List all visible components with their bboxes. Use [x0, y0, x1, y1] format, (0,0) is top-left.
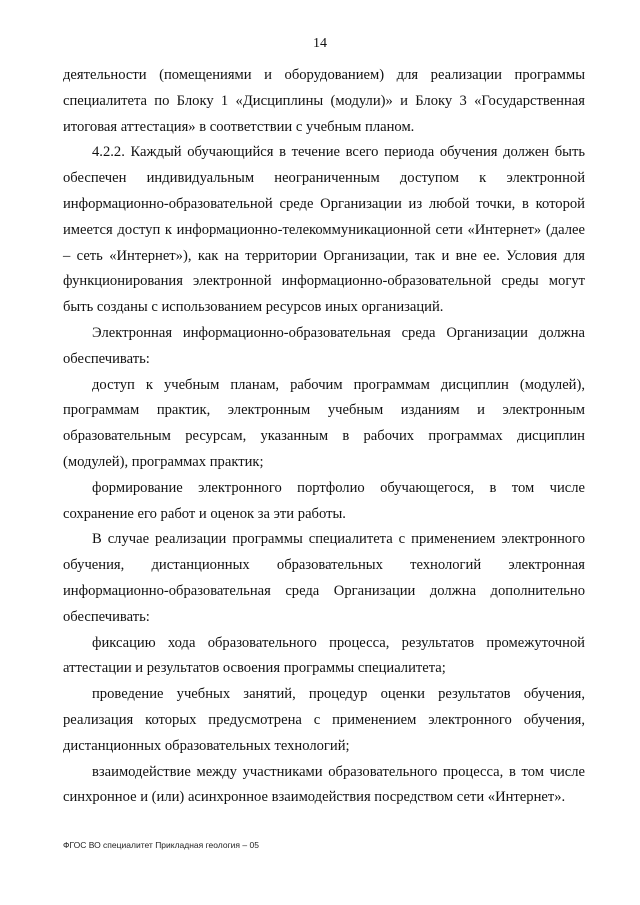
document-body [63, 63, 585, 811]
paragraph-4-2-2: 4.2.2. Каждый обучающийся в течение всего периода обучения должен быть обеспечен индивидуальным неограниченным доступом к электронной информационно-образовательной среде Организации из любой точки, в которой имеется доступ к информационно-телекоммуникационной сети «Интернет» (далее – сеть «Интернет»), как на территории Организации, так и вне ее. Условия для функционирования электронной информационно-образовательной среды могут быть созданы с использованием ресурсов иных организаций. [63, 144, 585, 316]
paragraph-continuation: деятельности (помещениями и оборудованием) для реализации программы специалитета по Блоку 1 «Дисциплины (модули)» и Блоку 3 «Государственная итоговая аттестация» в соответствии с учебным планом. [63, 67, 585, 135]
paragraph-e-learning-case: В случае реализации программы специалитета с применением электронного обучения, дистанционных образовательных технологий электронная информационно-образовательная среда Организации должна дополнительно обеспечивать: [63, 531, 585, 625]
page-footer: ФГОС ВО специалитет Прикладная геология – 05 [63, 840, 259, 850]
paragraph-access-item: доступ к учебным планам, рабочим программам дисциплин (модулей), программам практик, электронным учебным изданиям и электронным образовательным ресурсам, указанным в рабочих программах дисциплин (модулей), программах практик; [63, 376, 585, 470]
paragraph-environment-requirements: Электронная информационно-образовательная среда Организации должна обеспечивать: [63, 324, 585, 367]
paragraph-classes-item: проведение учебных занятий, процедур оценки результатов обучения, реализация которых предусмотрена с применением электронного обучения, дистанционных образовательных технологий; [63, 686, 585, 754]
page-number: 14 [313, 36, 327, 51]
paragraph-fixation-item: фиксацию хода образовательного процесса, результатов промежуточной аттестации и результатов освоения программы специалитета; [63, 634, 585, 677]
paragraph-portfolio-item: формирование электронного портфолио обучающегося, в том числе сохранение его работ и оценок за эти работы. [63, 479, 585, 522]
paragraph-interaction-item: взаимодействие между участниками образовательного процесса, в том числе синхронное и (или) асинхронное взаимодействия посредством сети «Интернет». [63, 763, 585, 806]
